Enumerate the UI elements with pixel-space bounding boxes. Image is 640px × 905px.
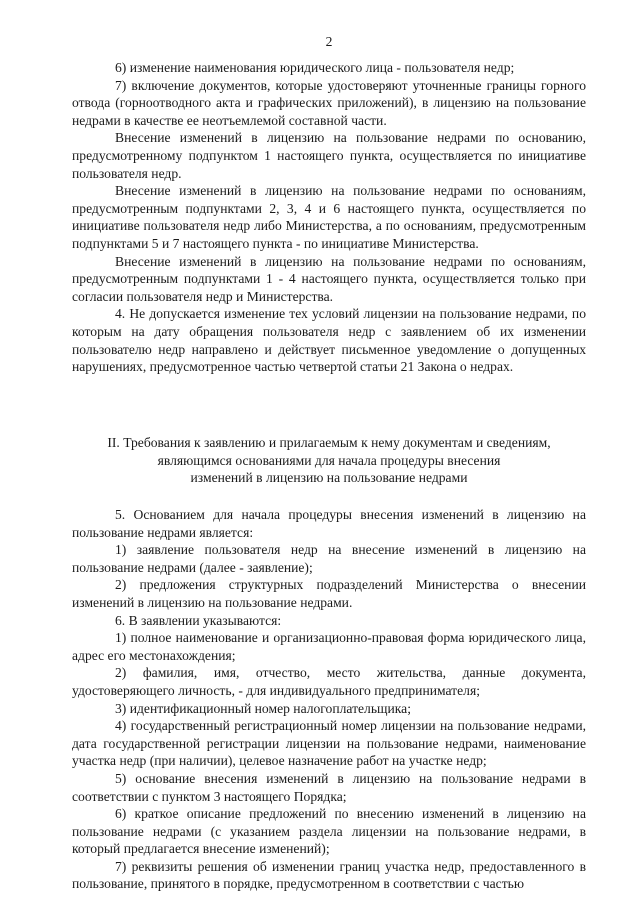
paragraph-item-6-subitem-3: 3) идентификационный номер налогоплательщика; xyxy=(115,700,411,716)
paragraph-item-6-subitem-2: 2) фамилия, имя, отчество, место жительства, данные документа, удостоверяющего личность, - для индивидуального предпринимателя; xyxy=(72,665,586,698)
section-2-heading xyxy=(72,434,586,487)
paragraph-item-4: 4. Не допускается изменение тех условий лицензии на пользование недрами, по которым на дату обращения пользователя недр с заявлением об их изменении пользователю недр направлено и действует письменное уведомление о допущенных нарушениях, предусмотренное частью четвертой статьи 21 Закона о недрах. xyxy=(72,306,586,375)
paragraph-item-5: 5. Основанием для начала процедуры внесения изменений в лицензию на пользование недрами является: xyxy=(72,507,586,540)
section-2-body xyxy=(72,506,586,893)
document-page xyxy=(72,0,586,905)
paragraph-initiative-subitem-1: Внесение изменений в лицензию на пользование недрами по основанию, предусмотренному подпунктом 1 настоящего пункта, осуществляется по инициативе пользователя недр. xyxy=(72,130,586,181)
section-2-heading-line-2: являющимся основаниями для начала процедуры внесения xyxy=(157,452,501,468)
paragraph-item-6-subitem-6: 6) краткое описание предложений по внесению изменений в лицензию на пользование недрами (с указанием раздела лицензии на пользование недрами, в который предлагается внесение изменений); xyxy=(72,806,586,857)
paragraph-subitem-7: 7) включение документов, которые удостоверяют уточненные границы горного отвода (горноотводного акта и графических приложений), в лицензию на пользование недрами в качестве ее неотъемлемой составной части. xyxy=(72,77,586,128)
paragraph-item-6-subitem-1: 1) полное наименование и организационно-правовая форма юридического лица, адрес его местонахождения; xyxy=(72,630,586,663)
paragraph-item-6-subitem-4: 4) государственный регистрационный номер лицензии на пользование недрами, дата государственной регистрации лицензии на пользование недрами, наименование участка недр (при наличии), целевое назначение работ на участке недр; xyxy=(72,718,586,769)
paragraph-item-5-subitem-1: 1) заявление пользователя недр на внесение изменений в лицензию на пользование недрами (далее - заявление); xyxy=(72,542,586,575)
section-1-continuation xyxy=(72,59,586,376)
section-2-heading-line-3: изменений в лицензию на пользование недрами xyxy=(190,470,468,486)
paragraph-item-6-subitem-7: 7) реквизиты решения об изменении границ участка недр, предоставленного в пользование, принятого в порядке, предусмотренном в соответствии с частью xyxy=(72,858,586,892)
paragraph-item-6-subitem-5: 5) основание внесения изменений в лицензию на пользование недрами в соответствии с пунктом 3 настоящего Порядка; xyxy=(72,770,586,804)
paragraph-consent-subitems-1-4: Внесение изменений в лицензию на пользование недрами по основаниям, предусмотренным подпунктами 1 - 4 настоящего пункта, осуществляется только при согласии пользователя недр и Министерства. xyxy=(72,253,586,304)
paragraph-item-5-subitem-2: 2) предложения структурных подразделений Министерства о внесении изменений в лицензию на пользование недрами. xyxy=(72,577,586,610)
paragraph-subitem-6: 6) изменение наименования юридического лица - пользователя недр; xyxy=(115,60,515,75)
section-2-heading-line-1: II. Требования к заявлению и прилагаемым к нему документам и сведениям, xyxy=(107,435,551,450)
paragraph-initiative-subitems-2-7: Внесение изменений в лицензию на пользование недрами по основаниям, предусмотренным подпунктами 2, 3, 4 и 6 настоящего пункта, осуществляется по инициативе пользователя недр либо Министерства, а по основаниям, предусмотренным подпунктами 5 и 7 настоящего пункта - по инициативе Министерства. xyxy=(72,183,586,251)
paragraph-item-6: 6. В заявлении указываются: xyxy=(115,612,282,628)
page-number: 2 xyxy=(325,34,333,49)
